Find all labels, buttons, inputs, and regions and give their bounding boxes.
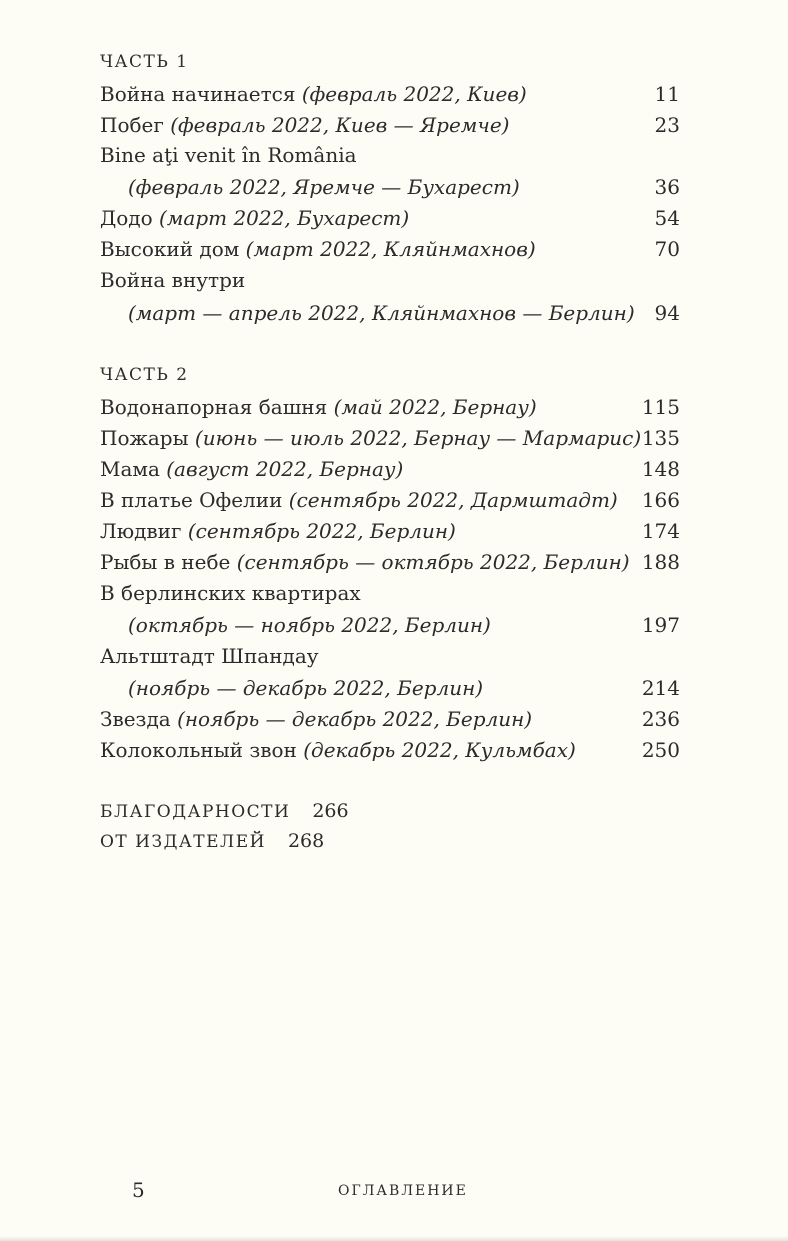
entry-page: 36 bbox=[654, 175, 680, 199]
entry-title: Колокольный звон bbox=[100, 738, 304, 762]
toc-entry bbox=[100, 110, 680, 140]
entry-subtitle: (март 2022, Кляйнмахнов) bbox=[245, 237, 536, 261]
appendix-label: ОТ ИЗДАТЕЛЕЙ bbox=[100, 832, 266, 852]
entry-subtitle: (февраль 2022, Киев) bbox=[301, 82, 527, 106]
entry-subtitle: (март — апрель 2022, Кляйнмахнов — Берлин) bbox=[128, 301, 635, 325]
entry-title: Высокий дом bbox=[100, 237, 246, 261]
entry-title: Водонапорная башня bbox=[100, 395, 334, 419]
entry-title: Побег bbox=[100, 113, 171, 137]
entry-page: 166 bbox=[641, 488, 680, 512]
entry-title: Bine aţi venit în România bbox=[100, 143, 357, 167]
entry-subtitle: (ноябрь — декабрь 2022, Берлин) bbox=[128, 676, 484, 700]
entry-subtitle: (май 2022, Бернау) bbox=[333, 395, 537, 419]
toc-entry-continuation bbox=[128, 673, 680, 703]
toc-entry bbox=[100, 203, 680, 233]
entry-page: 236 bbox=[641, 707, 680, 731]
toc-entry bbox=[100, 392, 680, 422]
entry-page: 135 bbox=[641, 426, 680, 450]
entry-subtitle: (сентябрь — октябрь 2022, Берлин) bbox=[236, 550, 630, 574]
entry-title: Мама bbox=[100, 457, 167, 481]
toc-entry bbox=[100, 79, 680, 109]
entry-page: 214 bbox=[641, 676, 680, 700]
entry-title: Война начинается bbox=[100, 82, 302, 106]
entry-subtitle: (июнь — июль 2022, Бернау — Мармарис) bbox=[194, 426, 642, 450]
entry-page: 188 bbox=[641, 550, 680, 574]
page-edge bbox=[0, 1236, 788, 1241]
entry-page: 94 bbox=[654, 301, 680, 325]
appendix-label: БЛАГОДАРНОСТИ bbox=[100, 802, 291, 822]
toc-entry-continuation bbox=[128, 298, 680, 328]
entry-subtitle: (август 2022, Бернау) bbox=[166, 457, 404, 481]
entry-page: 197 bbox=[641, 613, 680, 637]
toc-entry bbox=[100, 547, 680, 577]
toc-entry-continuation bbox=[128, 610, 680, 640]
page-number: 5 bbox=[132, 1178, 145, 1202]
entry-subtitle: (март 2022, Бухарест) bbox=[159, 206, 410, 230]
entry-subtitle: (февраль 2022, Яремче — Бухарест) bbox=[128, 175, 520, 199]
toc-entry bbox=[100, 234, 680, 264]
toc-entry bbox=[100, 641, 680, 671]
part-1-heading: ЧАСТЬ 1 bbox=[100, 52, 189, 72]
appendix-publishers bbox=[100, 830, 324, 852]
toc-entry bbox=[100, 704, 680, 734]
part-2-heading: ЧАСТЬ 2 bbox=[100, 365, 189, 385]
toc-entry bbox=[100, 423, 680, 453]
entry-subtitle: (октябрь — ноябрь 2022, Берлин) bbox=[128, 613, 491, 637]
running-footer-title: ОГЛАВЛЕНИЕ bbox=[338, 1183, 468, 1199]
entry-page: 115 bbox=[641, 395, 680, 419]
entry-subtitle: (ноябрь — декабрь 2022, Берлин) bbox=[177, 707, 533, 731]
entry-page: 70 bbox=[654, 237, 680, 261]
entry-page: 23 bbox=[654, 113, 680, 137]
entry-page: 148 bbox=[641, 457, 680, 481]
toc-entry bbox=[100, 265, 680, 295]
entry-title: Звезда bbox=[100, 707, 178, 731]
entry-page: 54 bbox=[654, 206, 680, 230]
toc-entry bbox=[100, 454, 680, 484]
toc-entry bbox=[100, 516, 680, 546]
toc-entry bbox=[100, 735, 680, 765]
appendix-page: 266 bbox=[312, 800, 349, 822]
entry-title: Война внутри bbox=[100, 268, 246, 292]
entry-title: В берлинских квартирах bbox=[100, 581, 361, 605]
appendix-page: 268 bbox=[287, 830, 325, 852]
entry-subtitle: (февраль 2022, Киев — Яремче) bbox=[170, 113, 510, 137]
appendix-acknowledgements bbox=[100, 800, 349, 822]
entry-title: Альтштадт Шпандау bbox=[100, 644, 319, 668]
entry-page: 11 bbox=[654, 82, 680, 106]
entry-subtitle: (сентябрь 2022, Берлин) bbox=[187, 519, 456, 543]
toc-entry bbox=[100, 140, 680, 170]
entry-title: Рыбы в небе bbox=[100, 550, 237, 574]
entry-title: Людвиг bbox=[100, 519, 188, 543]
entry-title: Пожары bbox=[100, 426, 195, 450]
entry-subtitle: (декабрь 2022, Кульмбах) bbox=[303, 738, 576, 762]
entry-subtitle: (сентябрь 2022, Дармштадт) bbox=[288, 488, 618, 512]
toc-entry bbox=[100, 578, 680, 608]
entry-title: Додо bbox=[100, 206, 160, 230]
entry-page: 250 bbox=[641, 738, 680, 762]
entry-title: В платье Офелии bbox=[100, 488, 289, 512]
toc-entry bbox=[100, 485, 680, 515]
entry-page: 174 bbox=[641, 519, 680, 543]
toc-entry-continuation bbox=[128, 172, 680, 202]
